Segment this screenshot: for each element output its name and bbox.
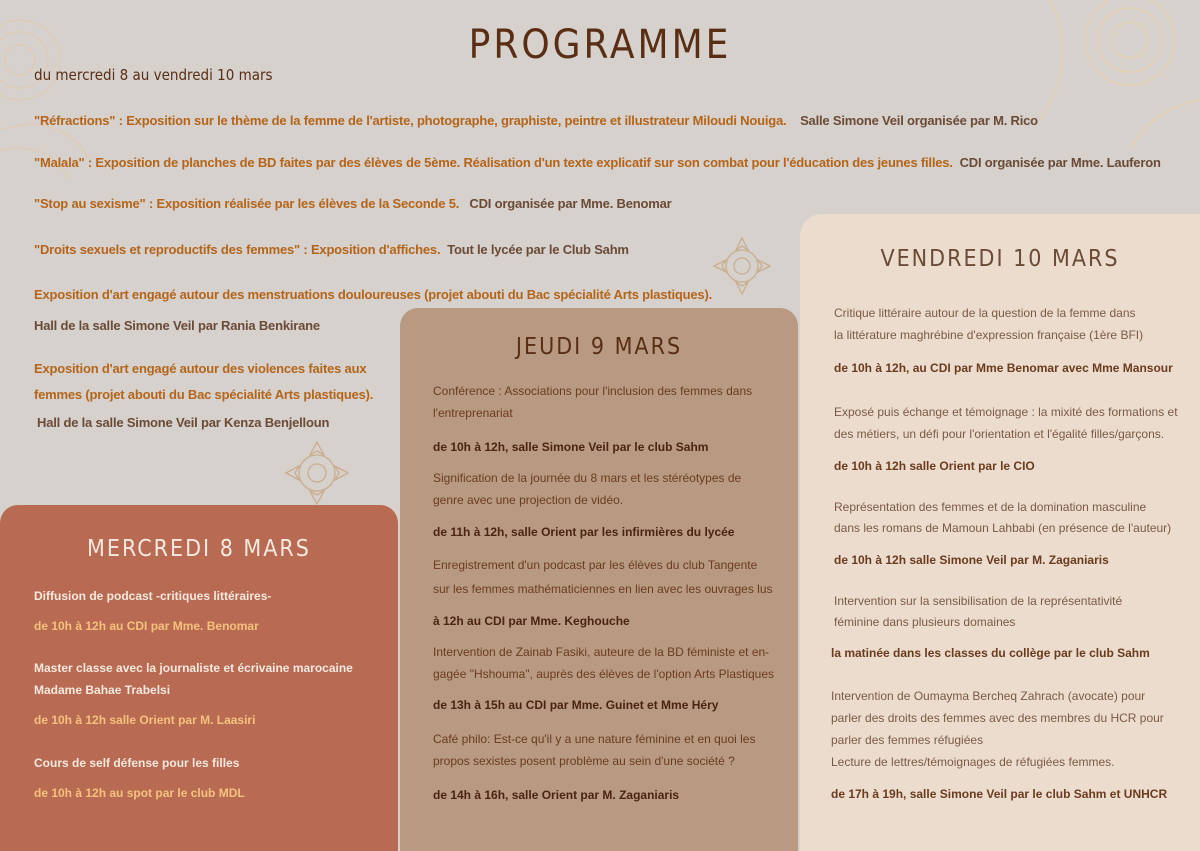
event-text: "Réfractions" : Exposition sur le thème de la femme de l'artiste, photographe, graphiste, peintre et illustrateur Miloudi Nouiga. bbox=[34, 113, 787, 128]
event-location: CDI organisée par Mme. Benomar bbox=[469, 196, 672, 211]
event-stop-sexisme bbox=[34, 196, 671, 211]
event-text: "Stop au sexisme" : Exposition réalisée par les élèves de la Seconde 5. bbox=[34, 196, 460, 211]
event-violences-line2: femmes (projet abouti du Bac spécialité Arts plastiques). bbox=[34, 387, 374, 402]
thu-item-desc: propos sexistes posent problème au sein d'une société ? bbox=[433, 754, 735, 768]
event-location: Salle Simone Veil organisée par M. Rico bbox=[800, 113, 1038, 128]
thu-item-desc: Enregistrement d'un podcast par les élèves du club Tangente bbox=[433, 558, 758, 572]
fri-item-desc: féminine dans plusieurs domaines bbox=[834, 615, 1016, 629]
event-violences-location: Hall de la salle Simone Veil par Kenza Benjelloun bbox=[37, 415, 330, 430]
wed-item-desc: Diffusion de podcast -critiques littéraires- bbox=[34, 589, 272, 603]
wed-item-when: de 10h à 12h salle Orient par M. Laasiri bbox=[34, 713, 256, 727]
fri-item-when: de 10h à 12h salle Orient par le CIO bbox=[834, 459, 1035, 473]
friday-title: VENDREDI 10 MARS bbox=[880, 246, 1120, 272]
event-menstruations-location: Hall de la salle Simone Veil par Rania Benkirane bbox=[34, 318, 320, 333]
fri-item-desc: des métiers, un défi pour l'orientation et l'égalité filles/garçons. bbox=[834, 427, 1165, 441]
mandala-ornament-icon bbox=[282, 438, 352, 508]
event-text: "Malala" : Exposition de planches de BD faites par des élèves de 5ème. Réalisation d'un texte explicatif sur son combat pour l'éducation des jeunes filles. bbox=[34, 155, 953, 170]
wed-item-when: de 10h à 12h au spot par le club MDL bbox=[34, 786, 245, 800]
thu-item-when: de 10h à 12h, salle Simone Veil par le club Sahm bbox=[433, 440, 709, 454]
mandala-ornament-icon bbox=[710, 234, 774, 298]
wed-item-desc: Madame Bahae Trabelsi bbox=[34, 683, 171, 697]
event-malala bbox=[34, 155, 1161, 170]
thu-item-desc: Café philo: Est-ce qu'il y a une nature féminine et en quoi les bbox=[433, 732, 756, 746]
page-title: PROGRAMME bbox=[468, 22, 732, 68]
fri-item-when: la matinée dans les classes du collège par le club Sahm bbox=[831, 646, 1150, 660]
wed-item-when: de 10h à 12h au CDI par Mme. Benomar bbox=[34, 619, 259, 633]
thu-item-desc: genre avec une projection de vidéo. bbox=[433, 493, 624, 507]
page-subtitle: du mercredi 8 au vendredi 10 mars bbox=[34, 66, 273, 84]
event-text: "Droits sexuels et reproductifs des femmes" : Exposition d'affiches. bbox=[34, 242, 441, 257]
fri-item-desc: dans les romans de Mamoun Lahbabi (en présence de l'auteur) bbox=[834, 521, 1172, 535]
thu-item-desc: Conférence : Associations pour l'inclusion des femmes dans bbox=[433, 384, 753, 398]
event-location: Tout le lycée par le Club Sahm bbox=[447, 242, 629, 257]
thu-item-when: de 14h à 16h, salle Orient par M. Zaganiaris bbox=[433, 788, 680, 802]
fri-item-when: de 10h à 12h, au CDI par Mme Benomar avec Mme Mansour bbox=[834, 361, 1173, 375]
thursday-title: JEUDI 9 MARS bbox=[515, 334, 683, 360]
thu-item-desc: Signification de la journée du 8 mars et les stéréotypes de bbox=[433, 471, 742, 485]
fri-item-desc: parler des droits des femmes avec des membres du HCR pour bbox=[831, 711, 1164, 725]
thu-item-when: de 11h à 12h, salle Orient par les infirmières du lycée bbox=[433, 525, 735, 539]
fri-item-desc: la littérature maghrébine d'expression française (1ère BFI) bbox=[834, 328, 1144, 342]
fri-item-desc: Intervention de Oumayma Bercheq Zahrach (avocate) pour bbox=[831, 689, 1146, 703]
fri-item-desc: Critique littéraire autour de la question de la femme dans bbox=[834, 306, 1136, 320]
fri-item-when: de 17h à 19h, salle Simone Veil par le club Sahm et UNHCR bbox=[831, 787, 1168, 801]
fri-item-desc: parler des femmes réfugiées bbox=[831, 733, 984, 747]
thu-item-desc: Intervention de Zainab Fasiki, auteure de la BD féministe et en- bbox=[433, 645, 770, 659]
thu-item-desc: gagée "Hshouma", auprès des élèves de l'option Arts Plastiques bbox=[433, 667, 775, 681]
thu-item-desc: l'entreprenariat bbox=[433, 406, 513, 420]
fri-item-when: de 10h à 12h salle Simone Veil par M. Zaganiaris bbox=[834, 553, 1109, 567]
fri-item-desc: Intervention sur la sensibilisation de la représentativité bbox=[834, 594, 1123, 608]
fri-item-desc: Lecture de lettres/témoignages de réfugiées femmes. bbox=[831, 755, 1115, 769]
wed-item-desc: Master classe avec la journaliste et écrivaine marocaine bbox=[34, 661, 353, 675]
fri-item-desc: Exposé puis échange et témoignage : la mixité des formations et bbox=[834, 405, 1178, 419]
event-location: CDI organisée par Mme. Lauferon bbox=[959, 155, 1161, 170]
wed-item-desc: Cours de self défense pour les filles bbox=[34, 756, 240, 770]
event-menstruations: Exposition d'art engagé autour des menstruations douloureuses (projet abouti du Bac spécialité Arts plastiques). bbox=[34, 287, 712, 302]
fri-item-desc: Représentation des femmes et de la domination masculine bbox=[834, 500, 1147, 514]
wednesday-title: MERCREDI 8 MARS bbox=[87, 536, 311, 562]
thu-item-when: à 12h au CDI par Mme. Keghouche bbox=[433, 614, 630, 628]
event-droits bbox=[34, 242, 629, 257]
thu-item-desc: sur les femmes mathématiciennes en lien avec les ouvrages lus bbox=[433, 582, 773, 596]
event-refractions bbox=[34, 113, 1038, 128]
event-violences-line1: Exposition d'art engagé autour des violences faites aux bbox=[34, 361, 367, 376]
thu-item-when: de 13h à 15h au CDI par Mme. Guinet et Mme Héry bbox=[433, 698, 719, 712]
